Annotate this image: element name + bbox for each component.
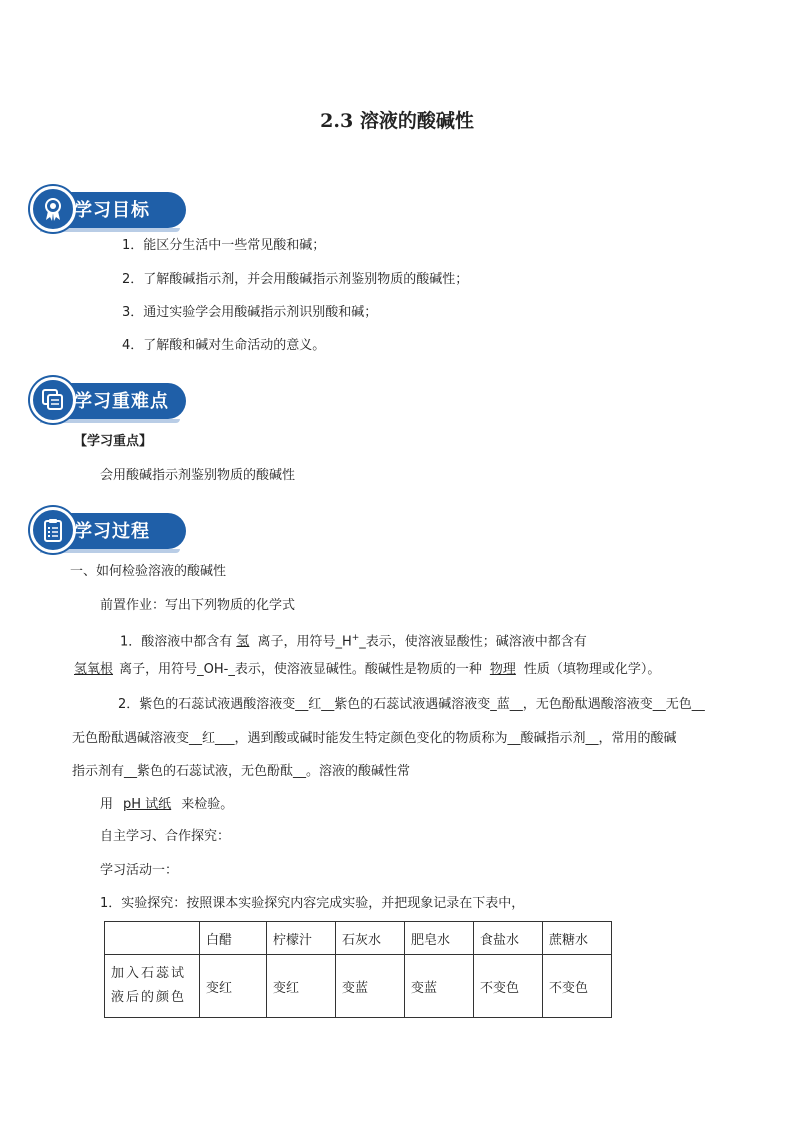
goal-item: 4．了解酸和碱对生命活动的意义。 bbox=[122, 338, 326, 353]
paragraph-2-line-1: 2．紫色的石蕊试液遇酸溶液变__红__紫色的石蕊试液遇碱溶液变_蓝__，无色酚酞遇酸溶液变__无色__ bbox=[118, 697, 705, 712]
table-row-label: 加入石蕊试液后的颜色 bbox=[105, 955, 200, 1018]
paragraph-2-line-2: 无色酚酞遇碱溶液变__红___，遇到酸或碱时能发生特定颜色变化的物质称为__酸碱指示剂__，常用的酸碱 bbox=[72, 731, 677, 746]
observation-table bbox=[104, 921, 612, 1018]
table-cell: 变红 bbox=[200, 955, 267, 1018]
table-header-cell: 白醋 bbox=[200, 922, 267, 955]
paragraph-1-line-1: 1．酸溶液中都含有 氢 离子，用符号_H+_表示，使溶液显酸性；碱溶液中都含有 bbox=[120, 633, 587, 650]
table-cell: 变蓝 bbox=[336, 955, 405, 1018]
table-cell: 变蓝 bbox=[405, 955, 474, 1018]
award-medal-icon bbox=[30, 186, 76, 232]
table-cell: 不变色 bbox=[474, 955, 543, 1018]
section-label: 学习过程 bbox=[74, 521, 150, 542]
experiment-instruction: 1．实验探究：按照课本实验探究内容完成实验，并把现象记录在下表中， bbox=[100, 896, 525, 911]
self-study-heading: 自主学习、合作探究： bbox=[100, 829, 231, 844]
paragraph-2-line-3: 指示剂有__紫色的石蕊试液，无色酚酞__。溶液的酸碱性常 bbox=[72, 764, 411, 779]
table-header-cell bbox=[105, 922, 200, 955]
section-label: 学习目标 bbox=[74, 200, 150, 221]
table-header-cell: 蔗糖水 bbox=[543, 922, 612, 955]
section-banner-key-points bbox=[30, 377, 186, 421]
key-points-heading: 【学习重点】 bbox=[74, 434, 153, 449]
table-header-cell: 柠檬汁 bbox=[267, 922, 336, 955]
page-title: 2.3 溶液的酸碱性 bbox=[320, 110, 474, 132]
paragraph-2-line-4: 用 pH 试纸 来检验。 bbox=[100, 797, 234, 812]
process-heading: 一、如何检验溶液的酸碱性 bbox=[70, 564, 227, 579]
section-banner-goals bbox=[30, 186, 186, 230]
pre-work: 前置作业：写出下列物质的化学式 bbox=[100, 598, 296, 613]
clipboard-list-icon bbox=[30, 507, 76, 553]
stacked-cards-icon bbox=[30, 377, 76, 423]
table-header-cell: 石灰水 bbox=[336, 922, 405, 955]
activity-heading: 学习活动一： bbox=[100, 863, 179, 878]
table-cell: 变红 bbox=[267, 955, 336, 1018]
table-header-cell: 食盐水 bbox=[474, 922, 543, 955]
table-header-row bbox=[105, 922, 612, 955]
goal-item: 1．能区分生活中一些常见酸和碱； bbox=[122, 238, 326, 253]
section-banner-process bbox=[30, 507, 186, 551]
goal-item: 2．了解酸碱指示剂，并会用酸碱指示剂鉴别物质的酸碱性； bbox=[122, 272, 469, 287]
key-points-text: 会用酸碱指示剂鉴别物质的酸碱性 bbox=[100, 468, 296, 483]
table-cell: 不变色 bbox=[543, 955, 612, 1018]
section-label: 学习重难点 bbox=[74, 391, 169, 412]
paragraph-1-line-2: 氢氧根 离子，用符号_OH-_表示，使溶液显碱性。酸碱性是物质的一种 物理 性质（填物理或化学）。 bbox=[74, 662, 661, 677]
table-header-cell: 肥皂水 bbox=[405, 922, 474, 955]
goal-item: 3．通过实验学会用酸碱指示剂识别酸和碱； bbox=[122, 305, 378, 320]
table-row bbox=[105, 955, 612, 1018]
